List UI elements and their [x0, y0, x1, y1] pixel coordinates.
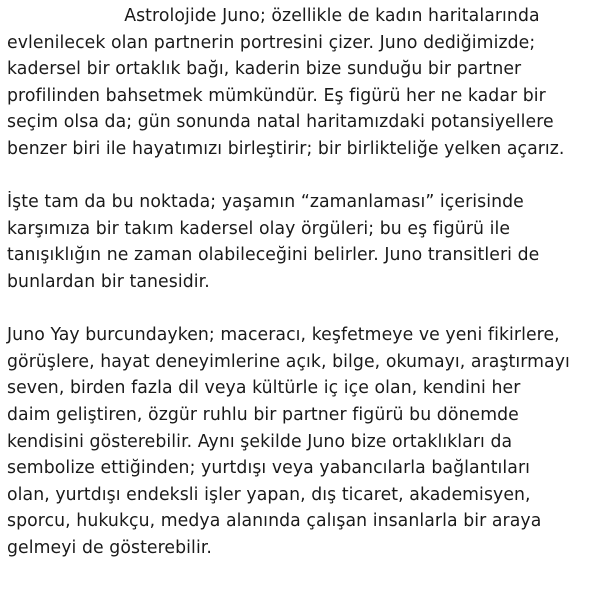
text-line: kendisini gösterebilir. Aynı şekilde Juno bize ortaklıkları da — [7, 431, 513, 452]
paragraph-gap — [7, 163, 599, 190]
paragraph-3 — [7, 322, 599, 561]
text-line: benzer biri ile hayatımızı birleştirir; bir birlikteliğe yelken açarız. — [7, 138, 565, 159]
text-line: Astrolojide Juno; özellikle de kadın haritalarında — [124, 6, 540, 26]
paragraph-2 — [7, 189, 599, 295]
text-line: karşımıza bir takım kadersel olay örgüleri; bu eş figürü ile — [7, 218, 511, 239]
text-line: görüşlere, hayat deneyimlerine açık, bilge, okumayı, araştırmayı — [7, 351, 570, 372]
text-line: profilinden bahsetmek mümkündür. Eş figürü her ne kadar bir — [7, 85, 546, 106]
text-line: seven, birden fazla dil veya kültürle iç içe olan, kendini her — [7, 378, 521, 399]
paragraph-gap — [7, 296, 599, 323]
text-line: olan, yurtdışı endeksli işler yapan, dış ticaret, akademisyen, — [7, 484, 531, 505]
text-line: tanışıklığın ne zaman olabileceğini belirler. Juno transitleri de — [7, 245, 540, 266]
paragraph-1 — [7, 3, 599, 163]
text-line: Juno Yay burcundayken; maceracı, keşfetmeye ve yeni fikirlere, — [7, 325, 560, 346]
text-line: sporcu, hukukçu, medya alanında çalışan insanlarla bir araya — [7, 511, 542, 532]
document-text — [7, 3, 599, 561]
text-line: gelmeyi de gösterebilir. — [7, 537, 212, 558]
text-line: seçim olsa da; gün sonunda natal haritamızdaki potansiyellere — [7, 112, 554, 133]
text-line: daim geliştiren, özgür ruhlu bir partner figürü bu dönemde — [7, 404, 519, 425]
text-line: İşte tam da bu noktada; yaşamın “zamanlaması” içerisinde — [7, 192, 524, 213]
text-line: sembolize ettiğinden; yurtdışı veya yabancılarla bağlantıları — [7, 458, 531, 479]
text-line: bunlardan bir tanesidir. — [7, 271, 210, 292]
text-line: kadersel bir ortaklık bağı, kaderin bize sunduğu bir partner — [7, 59, 522, 80]
text-line: evlenilecek olan partnerin portresini çizer. Juno dediğimizde; — [7, 32, 536, 53]
